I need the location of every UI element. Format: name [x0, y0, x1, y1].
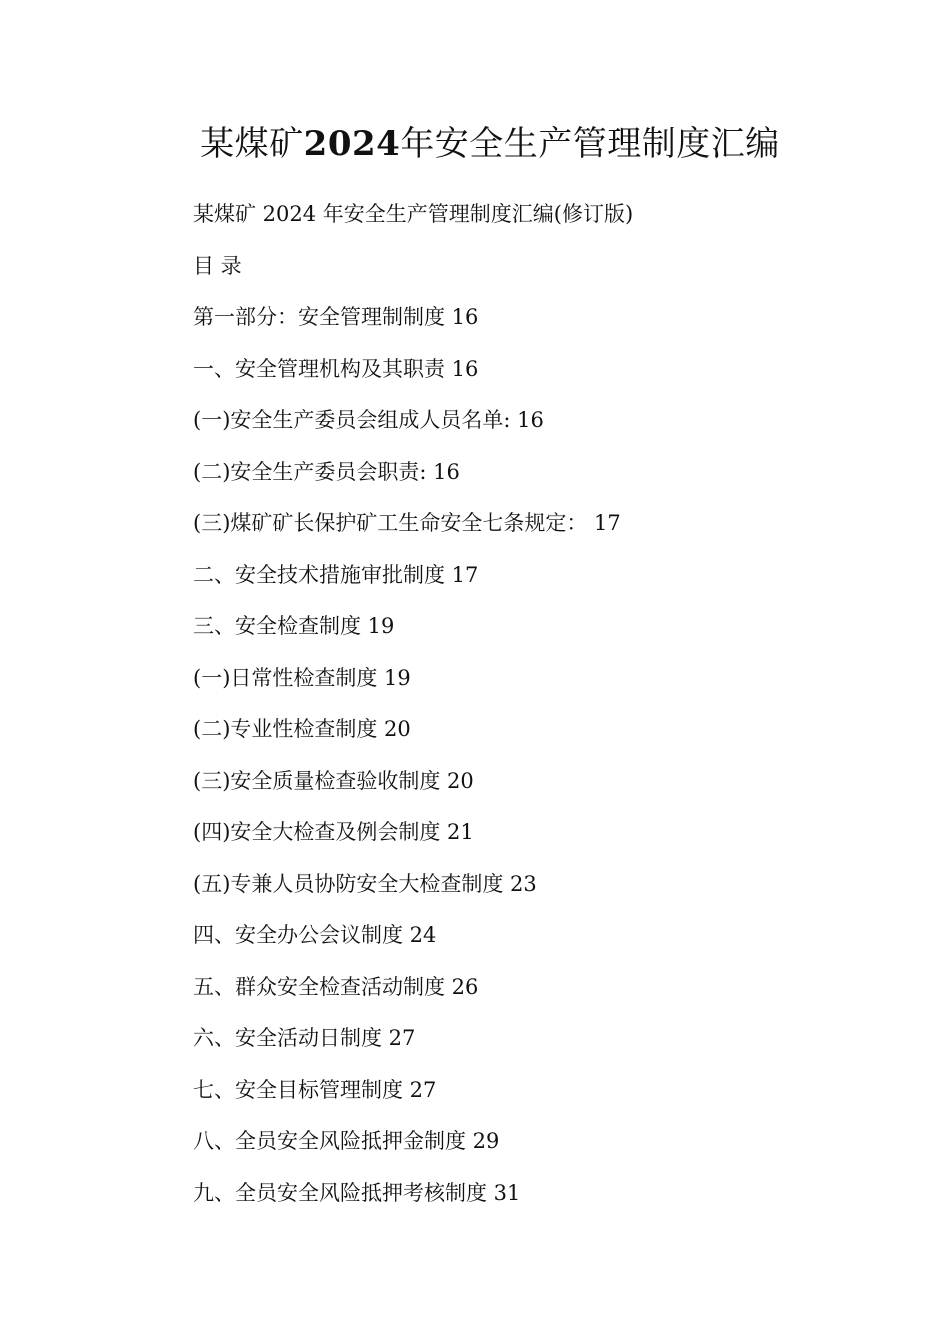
toc-item: 四、安全办公会议制度 24 — [193, 923, 437, 947]
title-year: 2024 — [303, 124, 401, 164]
toc-item: (三)安全质量检查验收制度 20 — [193, 768, 474, 793]
toc-item: 七、安全目标管理制度 27 — [193, 1077, 437, 1102]
document-subtitle: 某煤矿 2024 年安全生产管理制度汇编(修订版) — [193, 202, 634, 226]
toc-item: 九、全员安全风险抵押考核制度 31 — [193, 1180, 521, 1205]
toc-item: (四)安全大检查及例会制度 21 — [193, 820, 474, 844]
toc-item: (三)煤矿矿长保护矿工生命安全七条规定： 17 — [193, 511, 621, 535]
document-title — [0, 122, 950, 166]
toc-item: 一、安全管理机构及其职责 16 — [193, 356, 479, 381]
title-prefix: 某煤矿 — [200, 124, 304, 164]
toc-item: 二、安全技术措施审批制度 17 — [193, 562, 479, 587]
table-of-contents — [193, 196, 893, 1226]
toc-item: 八、全员安全风险抵押金制度 29 — [193, 1129, 500, 1153]
toc-item: 六、安全活动日制度 27 — [193, 1026, 416, 1050]
toc-item: 三、安全检查制度 19 — [193, 614, 395, 638]
toc-item: (二)安全生产委员会职责: 16 — [193, 459, 460, 484]
toc-item: (五)专兼人员协防安全大检查制度 23 — [193, 871, 537, 896]
toc-item: 五、群众安全检查活动制度 26 — [193, 974, 479, 999]
toc-item: 第一部分：安全管理制制度 16 — [193, 305, 479, 329]
toc-heading: 目 录 — [193, 253, 242, 278]
toc-item: (一)日常性检查制度 19 — [193, 665, 411, 690]
toc-item: (一)安全生产委员会组成人员名单: 16 — [193, 408, 544, 432]
title-suffix: 年安全生产管理制度汇编 — [400, 124, 780, 164]
toc-item: (二)专业性检查制度 20 — [193, 717, 411, 741]
